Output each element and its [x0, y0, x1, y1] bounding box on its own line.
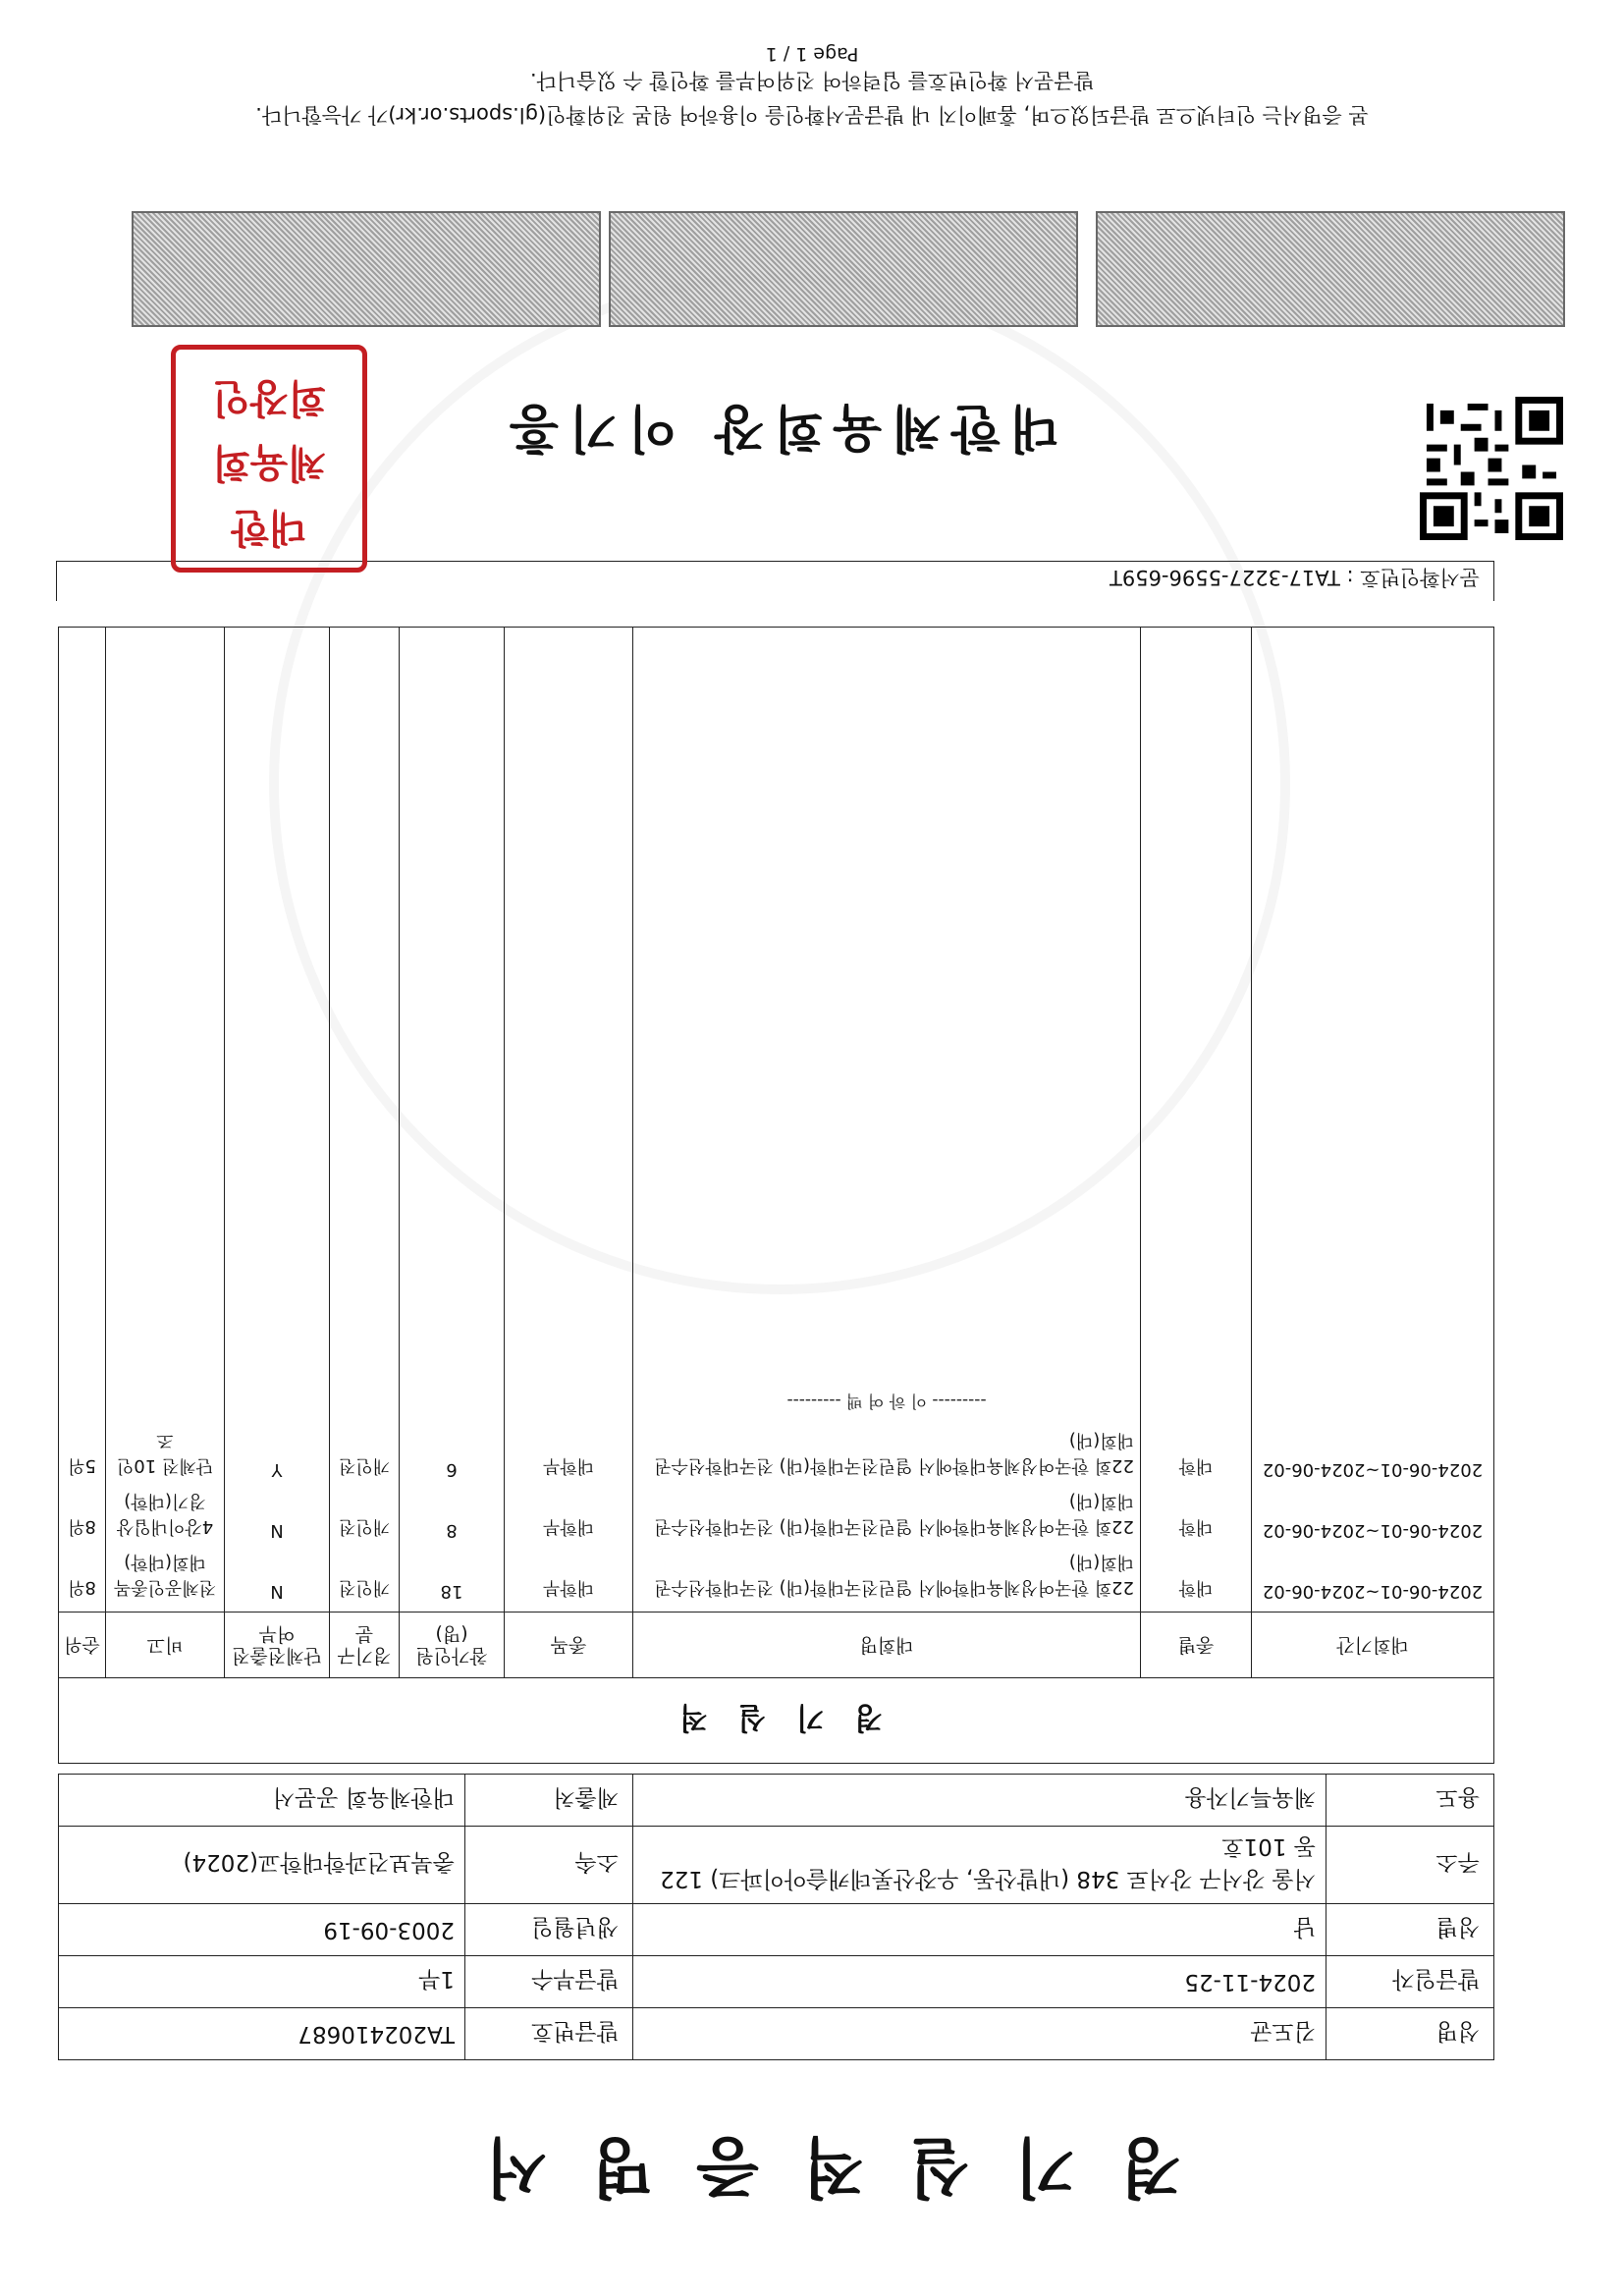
record-class: 대학: [1178, 1455, 1214, 1476]
record-type: 개인전: [338, 1516, 391, 1537]
record-period: 2024-06-01~2024-06-02: [1262, 1520, 1484, 1541]
official-seal: [171, 345, 367, 573]
copies-value: 1부: [59, 1956, 465, 2008]
record-participants: 18: [440, 1581, 463, 1602]
security-barcode: [1096, 211, 1565, 327]
seal-text-line: 회장인: [212, 375, 326, 420]
competition-records-table: [58, 627, 1494, 1764]
affiliation-label: 소속: [465, 1827, 633, 1904]
record-note: 4강이내입상경기(대학): [116, 1491, 214, 1537]
footer-notice-1: 본 증명서는 인터넷으로 발급되었으며, 홈페이지 내 발급문서확인을 이용하여 원본 진위확인(gl.sports.or.kr)가 가능합니다.: [255, 103, 1369, 127]
name-column: [633, 628, 1141, 1613]
name-value: 김도균: [633, 2008, 1326, 2060]
submit-to-label: 제출처: [465, 1775, 633, 1827]
record-event: 대학부: [542, 1455, 595, 1476]
footer-notice-2: 발급문서 확인번호를 입력하여 진위여부를 확인할 수 있습니다.: [529, 69, 1095, 92]
col-header-team: 단체전출전여부: [225, 1613, 330, 1678]
record-team: N: [270, 1520, 284, 1541]
record-rank: 8위: [68, 1516, 96, 1537]
birth-label: 생년월일: [465, 1904, 633, 1956]
copies-label: 발급부수: [465, 1956, 633, 2008]
team-column: [225, 628, 330, 1613]
purpose-value: 체육특기자용: [633, 1775, 1326, 1827]
address-value: 서울 강서구 강서로 348 (내발산동, 우장산롯데캐슬아이파크) 122동 101호: [633, 1827, 1326, 1904]
col-header-name: 대회명: [633, 1613, 1141, 1678]
record-note: 전체공인종목대회(대학): [113, 1552, 217, 1598]
rank-column: [59, 628, 106, 1613]
address-label: 주소: [1326, 1827, 1494, 1904]
birth-value: 2003-09-19: [59, 1904, 465, 1956]
type-column: [330, 628, 400, 1613]
document-title: 경기실적증명서: [441, 2129, 1183, 2206]
record-rank: 8위: [68, 1577, 96, 1598]
col-header-participants: 참가인원(명): [400, 1613, 505, 1678]
record-period: 2024-06-01~2024-06-02: [1262, 1459, 1484, 1480]
class-column: [1141, 628, 1252, 1613]
security-barcode: [132, 211, 601, 327]
col-header-rank: 순위: [59, 1613, 106, 1678]
affiliation-value: 충북보건과학대학교(2024): [59, 1827, 465, 1904]
end-of-records-note: --------- 이 하 여 백 ---------: [786, 1391, 987, 1410]
participants-column: [400, 628, 505, 1613]
gender-value: 남: [633, 1904, 1326, 1956]
purpose-label: 용도: [1326, 1775, 1494, 1827]
record-event: 대학부: [542, 1516, 595, 1537]
period-column: [1252, 628, 1494, 1613]
personal-info-table: [58, 1774, 1494, 2060]
issue-date-value: 2024-11-25: [633, 1956, 1326, 2008]
security-barcode: [609, 211, 1078, 327]
issuer-name: 대한체육회장 이기흥: [499, 398, 1060, 458]
col-header-note: 비고: [106, 1613, 225, 1678]
record-participants: 8: [446, 1520, 458, 1541]
col-header-type: 경기구분: [330, 1613, 400, 1678]
col-header-class: 종별: [1141, 1613, 1252, 1678]
gender-label: 성별: [1326, 1904, 1494, 1956]
record-name: 22회 한국여성체육대학에서 열린전국대학(대) 전국대학선수권대회(대): [654, 1430, 1134, 1476]
submit-to-value: 대한체육회 공문서: [59, 1775, 465, 1827]
record-period: 2024-06-01~2024-06-02: [1262, 1581, 1484, 1602]
record-type: 개인전: [338, 1455, 391, 1476]
seal-text-line: 체육회: [212, 440, 326, 485]
seal-text-line: 대한: [231, 505, 307, 550]
record-class: 대학: [1178, 1577, 1214, 1598]
issue-no-value: TA202410687: [59, 2008, 465, 2060]
record-team: Y: [271, 1459, 283, 1480]
qr-code: [1420, 397, 1563, 540]
issue-date-label: 발급일자: [1326, 1956, 1494, 2008]
record-name: 22회 한국여성체육대학에서 열린전국대학(대) 전국대학선수권대회(대): [654, 1491, 1134, 1537]
records-section-title: 경 기 실 적: [59, 1678, 1494, 1764]
name-label: 성명: [1326, 2008, 1494, 2060]
record-event: 대학부: [542, 1577, 595, 1598]
doc-confirm-number: 문서확인번호 : TA17-3227-5596-659T: [1110, 566, 1480, 589]
note-column: [106, 628, 225, 1613]
record-class: 대학: [1178, 1516, 1214, 1537]
page-number: Page 1 / 1: [765, 43, 859, 65]
record-rank: 5위: [68, 1455, 96, 1476]
record-type: 개인전: [338, 1577, 391, 1598]
record-participants: 6: [446, 1459, 458, 1480]
col-header-period: 대회기간: [1252, 1613, 1494, 1678]
col-header-event: 종목: [505, 1613, 633, 1678]
record-team: N: [270, 1581, 284, 1602]
event-column: [505, 628, 633, 1613]
record-name: 22회 한국여성체육대학에서 열린전국대학(대) 전국대학선수권대회(대): [654, 1552, 1134, 1598]
issue-no-label: 발급번호: [465, 2008, 633, 2060]
record-note: 단체전 10인조: [116, 1430, 214, 1476]
